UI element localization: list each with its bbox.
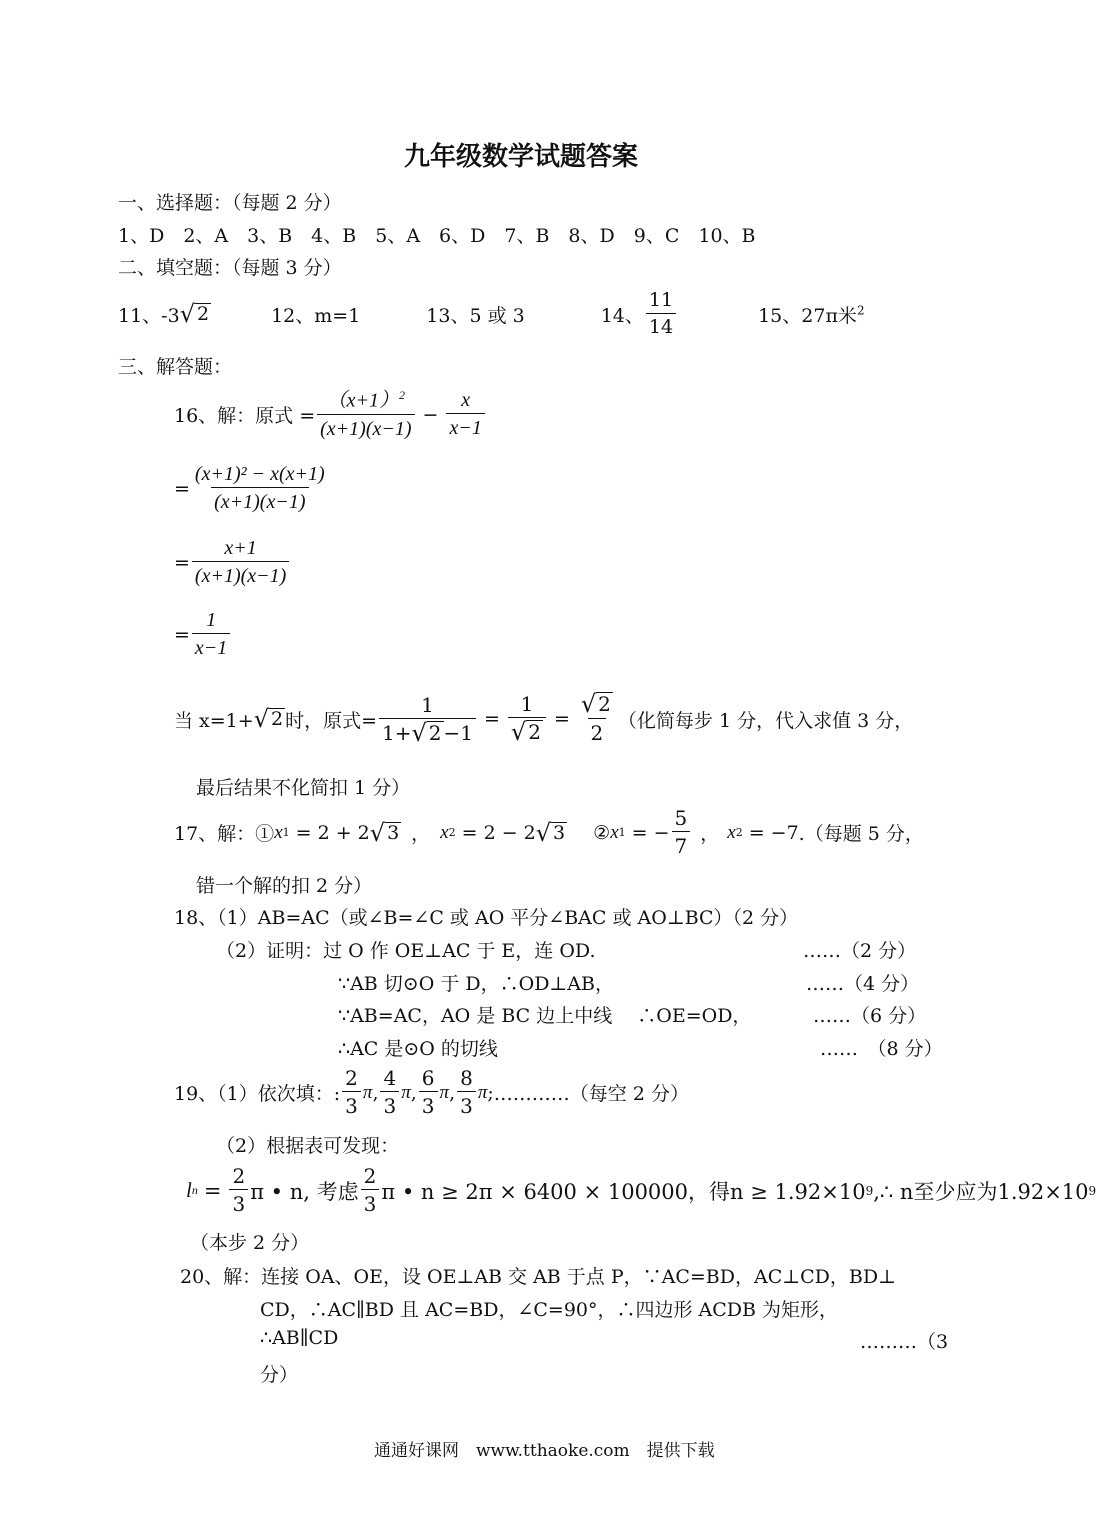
- answer-14: 14、 $\frac{11}{14}$: [601, 289, 678, 340]
- page-title: 九年级数学试题答案: [404, 142, 639, 172]
- q16-line-2: = $\frac{\text{(x+1)² − x(x+1)}}{(x+1)(x-1)}$: [174, 462, 330, 515]
- answer-11: 11、-3 √ 2: [118, 300, 210, 328]
- fraction: $\frac{x+1}{(x+1)(x-1)}$: [192, 536, 289, 589]
- fraction: $\frac{5}{7}$: [672, 806, 691, 859]
- q16-scoring-note-2: 最后结果不化简扣 1 分）: [196, 777, 411, 799]
- q19-scoring-note: （本步 2 分）: [190, 1232, 310, 1254]
- sqrt-symbol: √ 2: [580, 690, 611, 718]
- q18-score-4: …… （8 分）: [820, 1038, 943, 1060]
- q16-scoring-note: （化简每步 1 分，代入求值 3 分，: [617, 709, 914, 732]
- q20-line-3: ∴AB∥CD: [260, 1327, 339, 1349]
- section-solve-header: 三、解答题：: [118, 356, 233, 378]
- q18-score-2: ……（4 分）: [806, 973, 920, 995]
- fraction: $\frac{1}{x-1}$: [192, 608, 230, 661]
- q18-score-1: ……（2 分）: [803, 940, 917, 962]
- section-choice-header: 一、选择题：（每题 2 分）: [118, 192, 342, 214]
- fraction: $\frac{4}{3}$: [380, 1066, 399, 1119]
- sqrt-symbol: √ 3: [535, 818, 566, 847]
- q18-proof-line-4: ∴AC 是⊙O 的切线: [338, 1038, 498, 1060]
- q18-proof-line-1: （2）证明：过 O 作 OE⊥AC 于 E，连 OD.: [216, 940, 596, 962]
- fraction: $\frac{11}{14}$: [646, 289, 676, 340]
- fraction: 1 √ 2: [508, 692, 546, 746]
- fraction: √ 2 2: [580, 690, 611, 745]
- fraction: $\frac{2}{3}$: [229, 1164, 248, 1217]
- fraction: $\frac{6}{3}$: [419, 1066, 438, 1119]
- sqrt-symbol: √ 2: [253, 705, 284, 733]
- q18-proof-line-2: ∵AB 切⊙O 于 D，∴OD⊥AB，: [338, 973, 614, 995]
- q18-score-3: ……（6 分）: [813, 1005, 927, 1027]
- fraction: $\frac{2}{3}$: [361, 1164, 380, 1217]
- sqrt-symbol: √ 2: [179, 300, 210, 328]
- q20-score: ………（3: [860, 1331, 949, 1353]
- fill-answers: [118, 286, 865, 342]
- q19-part-2: （2）根据表可发现：: [216, 1135, 400, 1157]
- q16-substitution: 当 x=1+ √ 2 时，原式= 1 1+ √ 2 −1 = 1 √ 2 = √ 2 2 （化简每步 1 分，代入求值 3 分，: [174, 690, 914, 747]
- fraction: 1 1+ √ 2 −1: [379, 693, 476, 746]
- sqrt-symbol: √ 2: [510, 718, 541, 746]
- answer-15: 15、27π米$^2$: [758, 303, 865, 327]
- footer-text: 通通好课网 www.tthaoke.com 提供下载: [374, 1441, 715, 1461]
- answer-13: 13、5 或 3: [426, 304, 525, 327]
- q16-line-1: 16、解：原式 = $\frac{(x+1)^2}{(x+1)(x-1)}$ − $\frac{x}{x-1}$: [174, 388, 487, 442]
- fraction: $\frac{x}{x-1}$: [446, 388, 484, 441]
- q20-line-1: 20、解：连接 OA、OE，设 OE⊥AB 交 AB 于点 P，∵AC=BD，AC⊥CD，BD⊥: [180, 1266, 896, 1288]
- fraction: $\frac{(x+1)^2}{(x+1)(x-1)}$: [317, 388, 414, 442]
- q16-line-3: = $\frac{x+1}{(x+1)(x-1)}$: [174, 536, 291, 589]
- q17-scoring-note: 错一个解的扣 2 分）: [196, 875, 373, 897]
- q19-part-1: 19、（1）依次填：: $\frac{2}{3}$ π , $\frac{4}{3}$ π , $\frac{6}{3}$ π , $\frac{8}{3}$ π ; …………（每空 2 分）: [174, 1066, 689, 1118]
- fraction: $\frac{2}{3}$: [342, 1066, 361, 1119]
- q18-proof-line-3: ∵AB=AC，AO 是 BC 边上中线 ∴OE=OD，: [338, 1005, 752, 1027]
- q20-line-4: 分）: [260, 1364, 299, 1386]
- fraction: $\frac{8}{3}$: [457, 1066, 476, 1119]
- q17-line: 17、解：① x 1 = 2 + 2 √ 3 ， x 2 = 2 − 2 √ 3 ② x 1 = − $\frac{5}{7}$ ， x 2 = −7 .（每题 5 分，: [174, 806, 924, 858]
- choice-answers: 1、D 2、A 3、B 4、B 5、A 6、D 7、B 8、D 9、C 10、B: [118, 225, 756, 247]
- q19-formula: l n = $\frac{2}{3}$ π • n, 考虑 $\frac{2}{3}$ π • n ≥ 2π × 6400 × 100000，得n ≥ 1.92×10 9 ,∴ n至少应为1.92×10 9: [186, 1164, 1096, 1216]
- q16-line-4: = $\frac{1}{x-1}$: [174, 608, 232, 661]
- sqrt-symbol: √ 2: [411, 719, 442, 747]
- fraction: $\frac{\text{(x+1)² − x(x+1)}}{(x+1)(x-1)}$: [194, 463, 325, 513]
- q18-part-1: 18、（1）AB=AC（或∠B=∠C 或 AO 平分∠BAC 或 AO⊥BC）（2 分）: [174, 907, 799, 929]
- q20-line-2: CD，∴AC∥BD 且 AC=BD，∠C=90°，∴四边形 ACDB 为矩形，: [260, 1299, 839, 1321]
- answer-12: 12、m=1: [271, 304, 361, 327]
- section-fill-header: 二、填空题：（每题 3 分）: [118, 257, 342, 279]
- sqrt-symbol: √ 3: [369, 818, 400, 847]
